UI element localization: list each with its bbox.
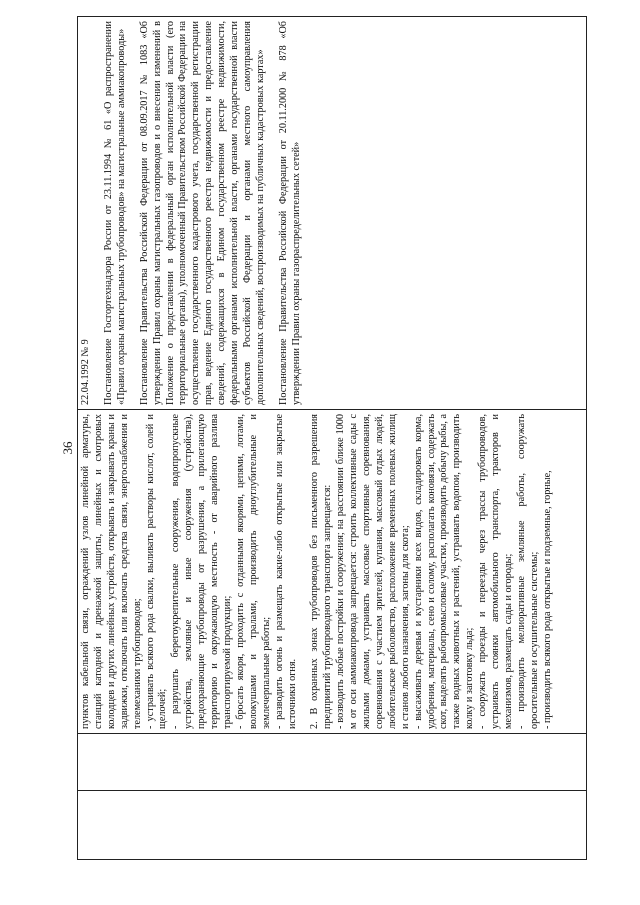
text-paragraph: пунктов кабельной связи, ограждений узлов линейной арматуры, станций катодной и дренажной защиты, линейных и смотровых колодцев и других линейных устройств, открывать и закрывать краны и задвижки, отключать или включать средства связи, энергоснабжения и телемеханики трубопроводов; (80, 414, 143, 729)
text-paragraph: - производить мелиоративные земляные работы, сооружать оросительные и осушительные системы; (515, 414, 540, 729)
regulations-cell (78, 17, 587, 410)
text-paragraph: - разводить огонь и размещать какие-либо открытые или закрытые источники огня. (273, 414, 298, 729)
page-number: 36 (60, 441, 75, 455)
text-paragraph: Постановление Правительства Российской Федерации от 08.09.2017 № 1083 «Об утверждении Правил охраны магистральных газопроводов и о внесении изменений в Положение о представлении в федеральный орган исполнительной власти (его территориальные органы), уполномоченный Правительством Российской Федерации на осуществление государственного кадастрового учета, государственной регистрации прав, ведение Единого государственного реестра недвижимости и предоставление сведений, содержащихся в Едином государственном реестре недвижимости, федеральными органами исполнительной власти, органами государственной власти субъектов Российской Федерации и органами местного самоуправления дополнительных сведений, воспроизводимых на публичных кадастровых картах» (138, 21, 266, 405)
restrictions-cell (78, 410, 587, 734)
text-paragraph: Постановление Госгортехнадзора России от 23.11.1994 № 61 «О распространении «Правил охраны магистральных трубопроводов» на магистральные аммиакопроводы» (102, 21, 127, 405)
table-row (78, 17, 587, 860)
empty-cell-2 (78, 734, 587, 791)
text-paragraph: 2. В охранных зонах трубопроводов без письменного разрешения предприятий трубопроводного транспорта запрещается: (309, 414, 334, 729)
text-paragraph: - производить всякого рода открытые и подземные, горные, (541, 470, 553, 729)
empty-cell-1 (78, 791, 587, 860)
text-paragraph: Постановление Правительства Российской Федерации от 20.11.2000 № 878 «Об утверждении Правил охраны газораспределительных сетей» (277, 21, 302, 405)
text-paragraph: 22.04.1992 № 9 (80, 339, 91, 405)
text-paragraph: - сооружать проезды и переезды через трассы трубопроводов, устраивать стоянки автомобильного транспорта, тракторов и механизмов, размещать сады и огороды; (477, 414, 514, 729)
text-paragraph: - возводить любые постройки и сооружения; на расстоянии ближе 1000 м от оси аммиакопровода запрещается: строить коллективные сады с жилыми домами, устраивать массовые спортивные соревнования, соревнования с участием зрителей, купания, массовый отдых людей, любительское рыболовство, расположение временных полевых жилищ и станов любого назначения, загоны для скота; (335, 414, 411, 729)
text-paragraph: - бросать якоря, проходить с отданными якорями, цепями, лотами, волокушами и тралами, производить дноуглубительные и землечерпальные работы; (234, 414, 272, 729)
text-paragraph: - устраивать всякого рода свалки, выливать растворы кислот, солей и щелочей; (144, 414, 169, 729)
rotated-table-sheet (77, 21, 587, 860)
text-paragraph: - разрушать берегоукрепительные сооружения, водопропускные устройства, земляные и иные сооружения (устройства), предохраняющие трубопроводы от разрушения, а прилегающую территорию и окружающую местность - от аварийного разлива транспортируемой продукции; (170, 414, 233, 729)
text-paragraph: - высаживать деревья и кустарники всех видов, складировать корма, удобрения, материалы, сено и солому, располагать коновязи, содержать скот, выделять рыбопромысловые участки, производить добычу рыбы, а также водных животных и растений, устраивать водопои, производить колку и заготовку льда; (412, 414, 476, 729)
requirements-table (77, 16, 587, 860)
